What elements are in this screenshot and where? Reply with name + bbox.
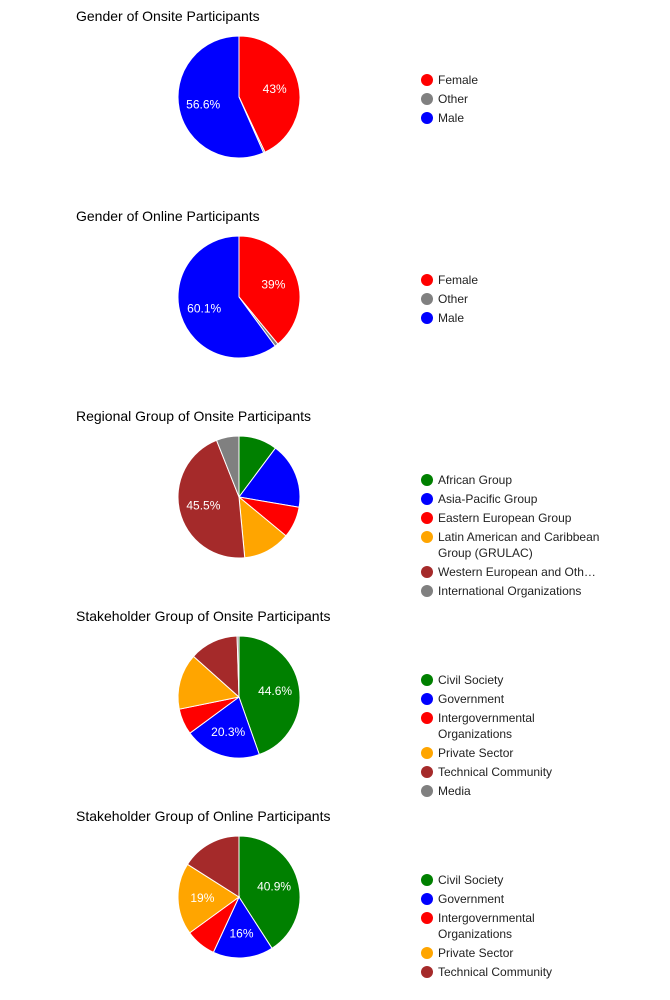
legend-label: Private Sector [438, 746, 514, 760]
legend-label: Intergovernmental Organizations [438, 911, 535, 941]
legend-label: Intergovernmental Organizations [438, 711, 535, 741]
legend-item-eastern-european-group[interactable] [421, 510, 608, 526]
legend-label: Government [438, 692, 505, 706]
legend-swatch-icon [421, 674, 433, 686]
legend-swatch-icon [421, 947, 433, 959]
legend-item-latin-american-and-caribbean-group-grulac[interactable] [421, 529, 608, 561]
legend-item-western-european-and-oth[interactable] [421, 564, 608, 580]
legend-label: Female [438, 73, 479, 87]
legend-label: Male [438, 311, 465, 325]
slice-percent-label: 20.3% [211, 725, 246, 739]
pie-chart-4 [0, 600, 670, 800]
chart-title: Gender of Onsite Participants [76, 8, 260, 24]
legend-item-civil-society[interactable] [421, 672, 608, 688]
legend-swatch-icon [421, 585, 433, 597]
legend-item-asia-pacific-group[interactable] [421, 491, 608, 507]
legend-item-other[interactable] [421, 291, 608, 307]
legend-item-male[interactable] [421, 110, 608, 126]
legend-label: Latin American and Caribbean Group (GRULAC) [438, 530, 600, 560]
legend-label: Private Sector [438, 946, 514, 960]
legend-item-male[interactable] [421, 310, 608, 326]
legend-item-private-sector[interactable] [421, 945, 608, 961]
legend-swatch-icon [421, 512, 433, 524]
legend-swatch-icon [421, 93, 433, 105]
chart-title: Gender of Online Participants [76, 208, 260, 224]
legend-swatch-icon [421, 474, 433, 486]
slice-percent-label: 16% [229, 926, 254, 941]
legend-swatch-icon [421, 693, 433, 705]
legend-item-government[interactable] [421, 891, 608, 907]
legend-swatch-icon [421, 312, 433, 324]
legend-label: Media [438, 784, 471, 798]
legend-item-private-sector[interactable] [421, 745, 608, 761]
legend-swatch-icon [421, 566, 433, 578]
legend-item-female[interactable] [421, 72, 608, 88]
pie-chart-2 [0, 200, 670, 400]
legend-label: Asia-Pacific Group [438, 492, 538, 506]
slice-percent-label: 60.1% [187, 301, 222, 316]
legend-swatch-icon [421, 293, 433, 305]
legend-swatch-icon [421, 785, 433, 797]
legend-swatch-icon [421, 912, 433, 924]
pie-chart-3 [0, 400, 670, 600]
legend-swatch-icon [421, 112, 433, 124]
pie-chart-5 [0, 800, 670, 1000]
legend-item-technical-community[interactable] [421, 764, 608, 780]
legend-item-other[interactable] [421, 91, 608, 107]
legend-label: Eastern European Group [438, 511, 572, 525]
slice-percent-label: 45.5% [186, 498, 221, 513]
legend-item-female[interactable] [421, 272, 608, 288]
legend-label: Government [438, 892, 505, 906]
legend-label: African Group [438, 473, 513, 487]
legend-label: Technical Community [438, 765, 553, 779]
legend-item-technical-community[interactable] [421, 964, 608, 980]
legend-swatch-icon [421, 766, 433, 778]
slice-percent-label: 56.6% [186, 97, 221, 112]
legend-label: Technical Community [438, 965, 553, 979]
legend-label: Other [438, 92, 469, 106]
pie-chart-1 [0, 0, 670, 200]
slice-percent-label: 19% [190, 891, 215, 906]
legend-item-civil-society[interactable] [421, 872, 608, 888]
legend-label: International Organizations [438, 584, 582, 598]
slice-percent-label: 39% [261, 277, 286, 292]
legend-swatch-icon [421, 74, 433, 86]
legend-item-intergovernmental-organizations[interactable] [421, 910, 608, 942]
legend-swatch-icon [421, 531, 433, 543]
legend-label: Other [438, 292, 469, 306]
legend-item-media[interactable] [421, 783, 608, 799]
slice-percent-label: 43% [262, 82, 287, 96]
legend-item-intergovernmental-organizations[interactable] [421, 710, 608, 742]
slice-percent-label: 40.9% [257, 879, 292, 894]
legend-label: Male [438, 111, 465, 125]
legend-item-government[interactable] [421, 691, 608, 707]
legend-item-international-organizations[interactable] [421, 583, 608, 599]
chart-title: Regional Group of Onsite Participants [76, 408, 312, 424]
legend-swatch-icon [421, 893, 433, 905]
legend-label: Civil Society [438, 673, 504, 687]
legend-item-african-group[interactable] [421, 472, 608, 488]
legend-swatch-icon [421, 493, 433, 505]
legend-swatch-icon [421, 712, 433, 724]
legend-label: Western European and Oth… [438, 565, 596, 579]
legend-swatch-icon [421, 274, 433, 286]
slice-percent-label: 44.6% [258, 683, 293, 698]
legend-swatch-icon [421, 747, 433, 759]
legend-label: Female [438, 273, 479, 287]
chart-title: Stakeholder Group of Online Participants [76, 808, 331, 824]
legend-label: Civil Society [438, 873, 504, 887]
chart-title: Stakeholder Group of Onsite Participants [76, 608, 331, 624]
legend-swatch-icon [421, 874, 433, 886]
